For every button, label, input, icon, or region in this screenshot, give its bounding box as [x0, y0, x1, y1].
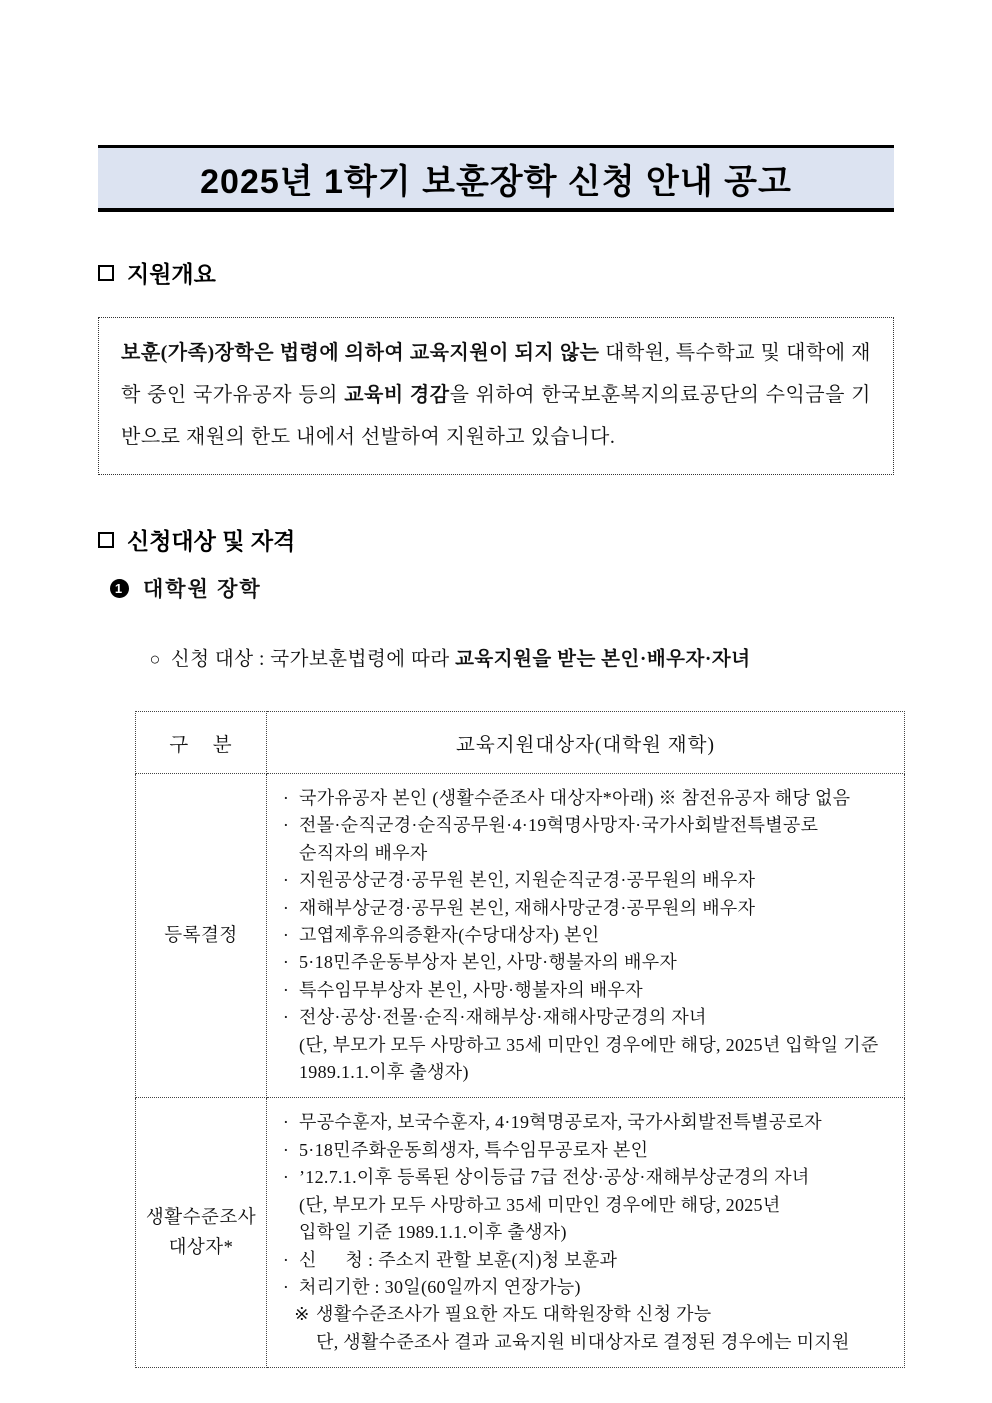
criteria-text: 지원공상군경·공무원 본인, 지원순직군경·공무원의 배우자	[299, 870, 756, 891]
section-heading-eligibility	[98, 523, 894, 556]
dot-bullet-icon: ·	[282, 925, 290, 946]
row-label: 등록결정	[136, 774, 267, 1098]
square-bullet-icon	[98, 265, 114, 281]
criteria-item	[277, 1164, 896, 1246]
col-header-category: 구 분	[136, 712, 267, 774]
overview-text-box	[98, 317, 894, 475]
section-heading-label: 신청대상 및 자격	[127, 528, 296, 554]
criteria-item	[277, 949, 896, 976]
application-target-line	[128, 621, 894, 693]
criteria-text: ’12.7.1.이후 등록된 상이등급 7급 전상·공상·재해부상군경의 자녀 (단, 부모가 모두 사망하고 35세 미만인 경우에만 해당, 2025년 입학일 기준 1989.1.1.이후 출생자)	[299, 1167, 810, 1243]
dot-bullet-icon: ·	[282, 1112, 290, 1133]
criteria-text: 국가유공자 본인 (생활수준조사 대상자*아래) ※ 참전유공자 해당 없음	[299, 788, 851, 808]
criteria-text: 5·18민주운동부상자 본인, 사망·행불자의 배우자	[299, 952, 678, 973]
criteria-item	[277, 785, 896, 812]
dot-bullet-icon: ·	[282, 1276, 290, 1297]
criteria-item	[277, 1004, 896, 1086]
table-row	[136, 774, 905, 1098]
row-label: 생활수준조사 대상자*	[136, 1098, 267, 1368]
criteria-item	[277, 1109, 896, 1136]
subsection-label: 대학원 장학	[143, 577, 262, 601]
criteria-text: 생활수준조사가 필요한 자도 대학원장학 신청 가능 단, 생활수준조사 결과 교육지원 비대상자로 결정된 경우에는 미지원	[316, 1304, 850, 1352]
subsection-graduate-scholarship	[110, 573, 894, 603]
dot-bullet-icon: ·	[282, 1167, 290, 1188]
title-banner	[98, 145, 894, 212]
dot-bullet-icon: ·	[282, 1249, 290, 1270]
dot-bullet-icon: ·	[282, 1007, 290, 1028]
section-heading-overview	[98, 256, 894, 289]
criteria-item	[277, 1247, 896, 1274]
reference-mark-icon: ※	[294, 1304, 310, 1325]
section-heading-label: 지원개요	[127, 261, 216, 287]
square-bullet-icon	[98, 532, 114, 548]
dot-bullet-icon: ·	[282, 870, 290, 891]
circled-one-icon: 1	[110, 579, 129, 598]
target-bold: 교육지원을 받는 본인·배우자·자녀	[455, 649, 751, 670]
overview-text: 대학원, 특수학교 및 대학에 재학 중인 국가유공자 등의	[121, 342, 871, 406]
criteria-item	[277, 895, 896, 922]
overview-text-2: 을 위하여 한국보훈복지의료공단의 수익금을 기반으로 재원의 한도 내에서 선발하여 지원하고 있습니다.	[121, 384, 871, 448]
col-header-target: 교육지원대상자(대학원 재학)	[267, 712, 905, 774]
target-prefix: 신청 대상 : 국가보훈법령에 따라	[170, 649, 456, 670]
overview-text-bold: 보훈(가족)장학은 법령에 의하여 교육지원이 되지 않는	[121, 342, 600, 364]
criteria-item	[277, 977, 896, 1004]
criteria-text: 처리기한 : 30일(60일까지 연장가능)	[299, 1276, 581, 1297]
criteria-item	[277, 867, 896, 894]
eligibility-table	[135, 711, 905, 1368]
dot-bullet-icon: ·	[282, 897, 290, 918]
row-content	[267, 774, 905, 1098]
criteria-item	[277, 812, 896, 867]
table-header-row	[136, 712, 905, 774]
row-content	[267, 1098, 905, 1368]
criteria-text: 재해부상군경·공무원 본인, 재해사망군경·공무원의 배우자	[299, 897, 756, 918]
criteria-item	[277, 922, 896, 949]
dot-bullet-icon: ·	[282, 788, 290, 808]
criteria-text: 전상·공상·전몰·순직·재해부상·재해사망군경의 자녀 (단, 부모가 모두 사망하고 35세 미만인 경우에만 해당, 2025년 입학일 기준 1989.1.1.이후 출생자)	[299, 1007, 879, 1083]
dot-bullet-icon: ·	[282, 979, 290, 1000]
circle-bullet-icon: ○	[149, 649, 161, 669]
criteria-item	[277, 1137, 896, 1164]
overview-text-bold-2: 교육비 경감	[344, 384, 450, 406]
page-title: 2025년 1학기 보훈장학 신청 안내 공고	[200, 162, 792, 201]
criteria-item	[277, 1274, 896, 1301]
criteria-text: 고엽제후유의증환자(수당대상자) 본인	[299, 925, 600, 946]
note-item	[290, 1301, 896, 1356]
criteria-text: 전몰·순직군경·순직공무원·4·19혁명사망자·국가사회발전특별공로 순직자의 배우자	[299, 815, 819, 863]
criteria-text: 무공수훈자, 보국수훈자, 4·19혁명공로자, 국가사회발전특별공로자	[299, 1112, 822, 1133]
table-row	[136, 1098, 905, 1368]
dot-bullet-icon: ·	[282, 952, 290, 973]
criteria-text: 특수임무부상자 본인, 사망·행불자의 배우자	[299, 979, 643, 1000]
criteria-text: 신 청 : 주소지 관할 보훈(지)청 보훈과	[299, 1249, 618, 1270]
dot-bullet-icon: ·	[282, 815, 290, 836]
criteria-text: 5·18민주화운동희생자, 특수임무공로자 본인	[299, 1139, 649, 1160]
dot-bullet-icon: ·	[282, 1139, 290, 1160]
